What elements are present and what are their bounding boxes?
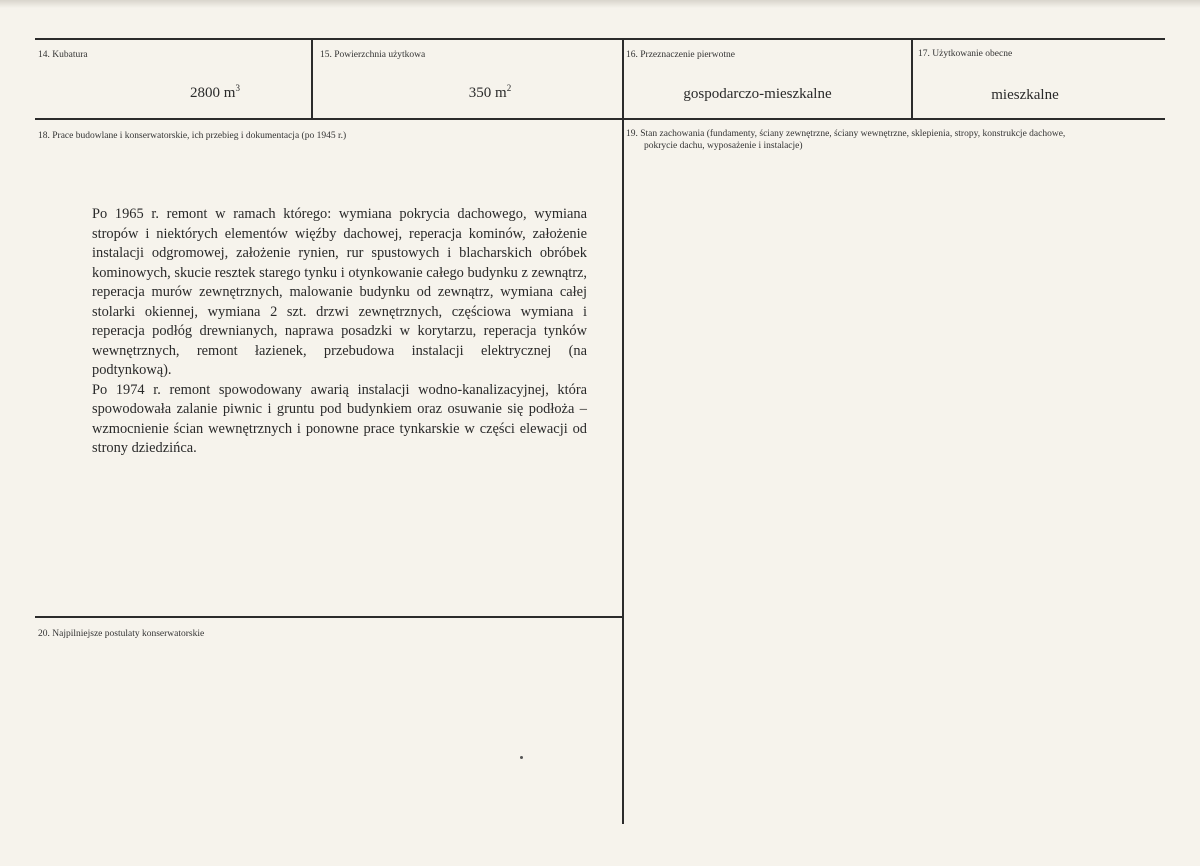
column-divider-14-15 (311, 38, 313, 120)
powierzchnia-exponent: 2 (506, 83, 512, 93)
kubatura-exponent: 3 (235, 83, 240, 93)
powierzchnia-value (430, 85, 550, 102)
prace-body (92, 205, 587, 459)
row-divider-top (35, 118, 1165, 120)
przeznaczenie-value: gospodarczo-mieszkalne (683, 86, 832, 102)
scan-speck (520, 756, 523, 759)
kubatura-label: 14. Kubatura (38, 50, 88, 60)
uzytkowanie-label: 17. Użytkowanie obecne (918, 49, 1013, 59)
stan-label-line-1: 19. Stan zachowania (fundamenty, ściany zewnętrzne, ściany wewnętrzne, sklepienia, stropy, konstrukcje dachowe, (626, 129, 1066, 139)
prace-paragraph-1974: Po 1974 r. remont spowodowany awarią instalacji wodno-kanalizacyjnej, która spowodowała zalanie piwnic i gruntu pod budynkiem oraz osuwanie się podłoża – wzmocnienie ścian wewnętrznych i ponowne prace tynkarskie w części elewacji od strony dziedzińca. (92, 381, 587, 456)
form-top-border (35, 38, 1165, 40)
section-18-bottom-border (35, 616, 623, 618)
column-divider-main (622, 38, 624, 824)
postulaty-label: 20. Najpilniejsze postulaty konserwatorskie (38, 629, 205, 639)
przeznaczenie-label: 16. Przeznaczenie pierwotne (626, 50, 735, 60)
stan-label-line-2: pokrycie dachu, wyposażenie i instalacje) (644, 141, 803, 151)
powierzchnia-label: 15. Powierzchnia użytkowa (320, 50, 426, 60)
kubatura-value (150, 85, 280, 102)
prace-paragraph-1965: Po 1965 r. remont w ramach którego: wymiana pokrycia dachowego, wymiana stropów i niektórych elementów więźby dachowej, reperacja kominów, założenie instalacji odgromowej, założenie rynien, rur spustowych i blacharskich obróbek kominowych, skucie resztek starego tynku i otynkowanie całego budynku z zewnątrz, reperacja murów zewnętrznych, malowanie budynku od zewnątrz, wymiana całej stolarki okiennej, wymiana 2 szt. drzwi zewnętrznych, częściowa wymiana i reperacja podłóg drewnianych, naprawa posadzki w korytarzu, reperacja tynków wewnętrznych, remont łazienek, przebudowa instalacji elektrycznej (na podtynkową). (92, 206, 587, 378)
powierzchnia-number: 350 m (468, 85, 507, 101)
uzytkowanie-value: mieszkalne (991, 87, 1059, 103)
prace-label: 18. Prace budowlane i konserwatorskie, ich przebieg i dokumentacja (po 1945 r.) (38, 131, 347, 141)
kubatura-number: 2800 m (190, 85, 236, 101)
scan-edge-shadow (0, 0, 1200, 8)
column-divider-16-17 (911, 38, 913, 120)
